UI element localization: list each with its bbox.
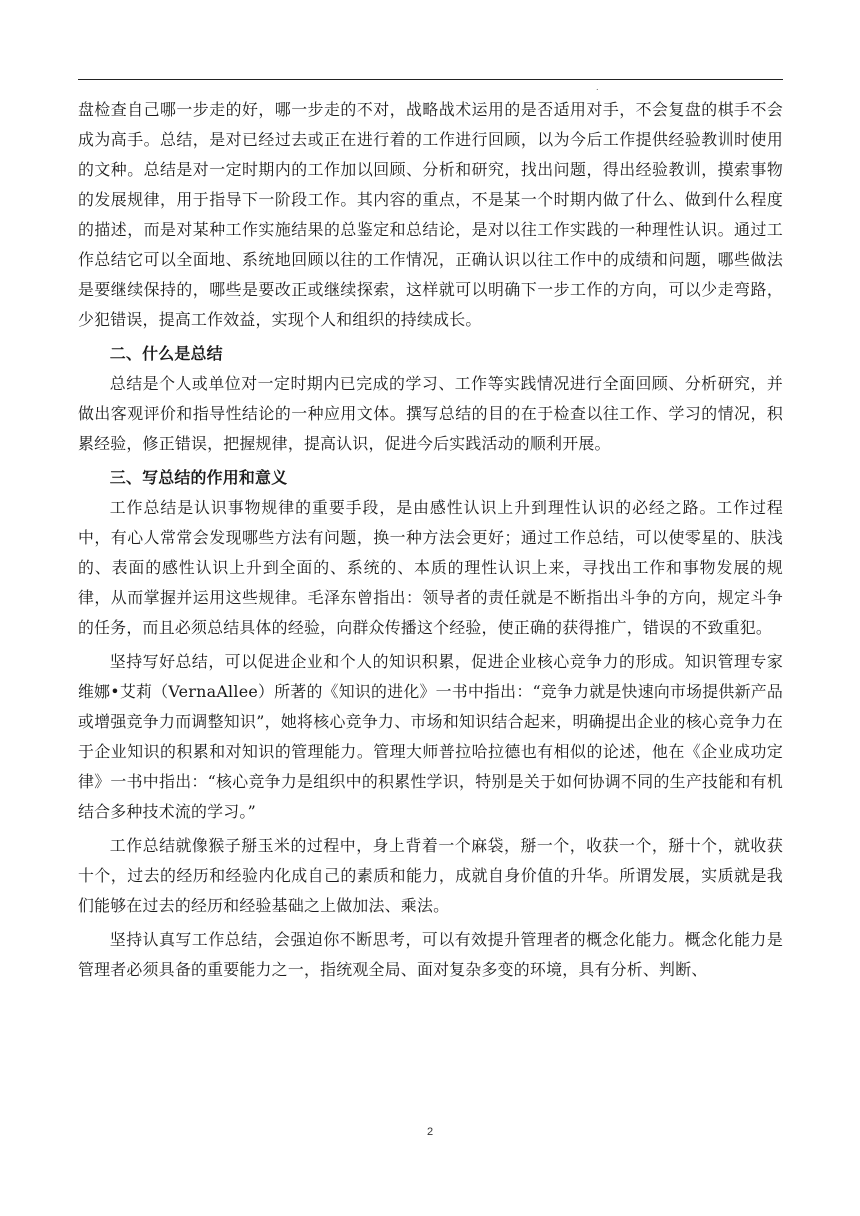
header-mark: . <box>596 83 599 92</box>
header-rule <box>78 79 783 80</box>
paragraph-purpose-1: 工作总结是认识事物规律的重要手段，是由感性认识上升到理性认识的必经之路。工作过程中，有心人常常会发现哪些方法有问题，换一种方法会更好；通过工作总结，可以使零星的、肤浅的、表面的感性认识上升到全面的、系统的、本质的理性认识上来，寻找出工作和事物发展的规律，从而掌握并运用这些规律。毛泽东曾指出：领导者的责任就是不断指出斗争的方向，规定斗争的任务，而且必须总结具体的经验，向群众传播这个经验，使正确的获得推广，错误的不致重犯。 <box>78 498 783 637</box>
paragraph-purpose-4: 坚持认真写工作总结，会强迫你不断思考，可以有效提升管理者的概念化能力。概念化能力是管理者必须具备的重要能力之一，指统观全局、面对复杂多变的环境，具有分析、判断、 <box>78 930 783 979</box>
section-heading-what-is-summary: 二、什么是总结 <box>109 344 223 363</box>
paragraph-purpose-3: 工作总结就像猴子掰玉米的过程中，身上背着一个麻袋，掰一个，收获一个，掰十个，就收获十个，过去的经历和经验内化成自己的素质和能力，成就自身价值的升华。所谓发展，实质就是我们能够在过去的经历和经验基础之上做加法、乘法。 <box>78 836 783 915</box>
document-body <box>78 95 783 985</box>
page-number: 2 <box>426 1126 434 1138</box>
paragraph-definition: 总结是个人或单位对一定时期内已完成的学习、工作等实践情况进行全面回顾、分析研究，并做出客观评价和指导性结论的一种应用文体。撰写总结的目的在于检查以往工作、学习的情况，积累经验，修正错误，把握规律，提高认识，促进今后实践活动的顺利开展。 <box>78 374 783 453</box>
section-heading-purpose: 三、写总结的作用和意义 <box>109 468 288 487</box>
paragraph-continued: 盘检查自己哪一步走的好，哪一步走的不对，战略战术运用的是否适用对手，不会复盘的棋手不会成为高手。总结，是对已经过去或正在进行着的工作进行回顾，以为今后工作提供经验教训时使用的文种。总结是对一定时期内的工作加以回顾、分析和研究，找出问题，得出经验教训，摸索事物的发展规律，用于指导下一阶段工作。其内容的重点，不是某一个时期内做了什么、做到什么程度的描述，而是对某种工作实施结果的总鉴定和总结论，是对以往工作实践的一种理性认识。通过工作总结它可以全面地、系统地回顾以往的工作情况，正确认识以往工作中的成绩和问题，哪些做法是要继续保持的，哪些是要改正或继续探索，这样就可以明确下一步工作的方向，可以少走弯路，少犯错误，提高工作效益，实现个人和组织的持续成长。 <box>78 100 783 329</box>
paragraph-purpose-2: 坚持写好总结，可以促进企业和个人的知识积累，促进企业核心竞争力的形成。知识管理专家维娜•艾莉（VernaAllee）所著的《知识的进化》一书中指出：“竞争力就是快速向市场提供新产品或增强竞争力而调整知识”，她将核心竞争力、市场和知识结合起来，明确提出企业的核心竞争力在于企业知识的积累和对知识的管理能力。管理大师普拉哈拉德也有相似的论述，他在《企业成功定律》一书中指出：“核心竞争力是组织中的积累性学识，特别是关于如何协调不同的生产技能和有机结合多种技术流的学习。” <box>78 652 783 821</box>
